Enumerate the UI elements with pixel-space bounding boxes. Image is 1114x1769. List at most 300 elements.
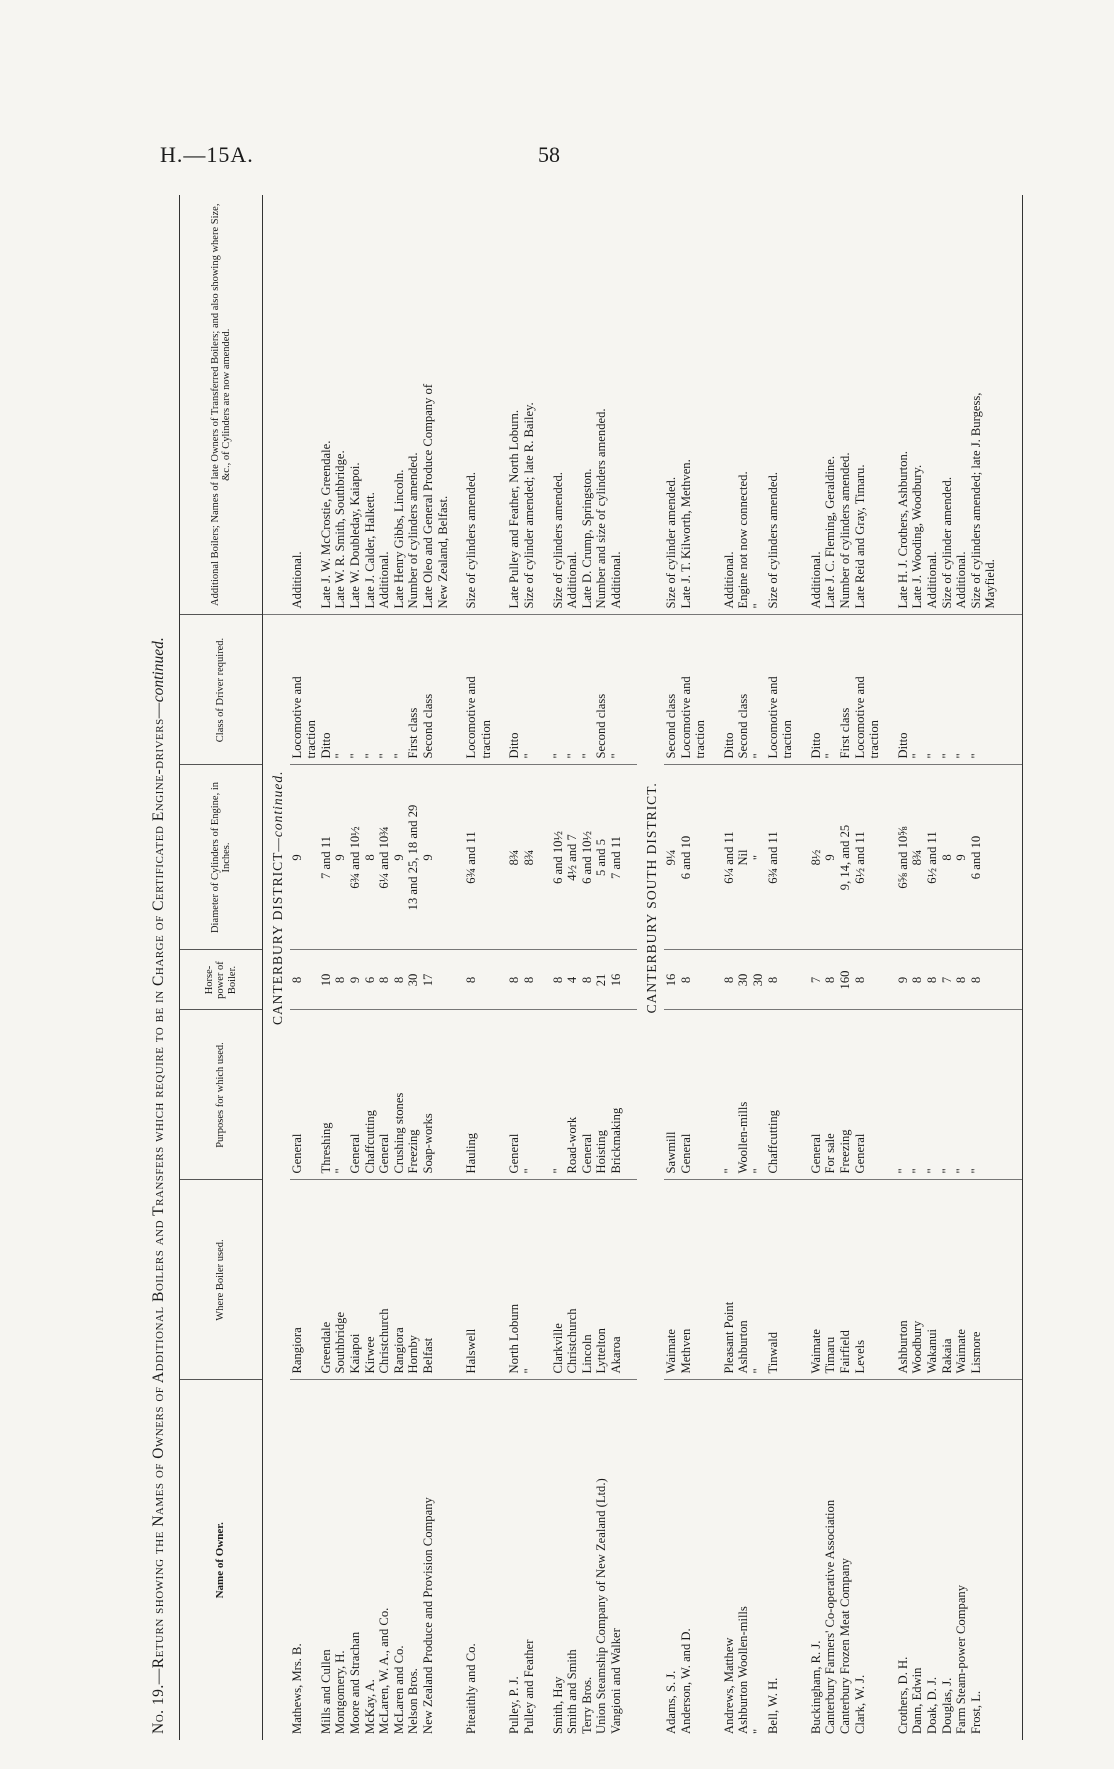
header-where: Where Boiler used. xyxy=(180,1180,263,1380)
cell-purpose: Chaffcutting xyxy=(766,1010,781,1180)
cell-hp: 8 xyxy=(853,950,868,1010)
cell-hp: 16 xyxy=(609,950,624,1010)
cell-hp: 8 xyxy=(910,950,925,1010)
table-row xyxy=(565,195,580,1740)
cell-purpose: " xyxy=(551,1010,566,1180)
group-gap xyxy=(537,195,551,1740)
cell-purpose: " xyxy=(925,1010,940,1180)
cell-purpose xyxy=(983,1010,998,1180)
cell-owner: Anderson, W. and D. xyxy=(678,1628,693,1734)
cell-purpose: " xyxy=(969,1010,984,1180)
cell-purpose xyxy=(304,1010,319,1180)
cell-purpose: For sale xyxy=(823,1010,838,1180)
cell-class: " xyxy=(940,615,955,765)
cell-class: " xyxy=(751,615,766,765)
cell-owner xyxy=(867,1380,882,1740)
cell-purpose: General xyxy=(348,1010,363,1180)
district-spacer xyxy=(637,1180,664,1740)
cell-hp xyxy=(304,950,319,1010)
gap-cell xyxy=(623,1010,637,1180)
cell-where: Rangiora xyxy=(290,1180,305,1380)
cell-diameter: 8½ xyxy=(809,765,824,950)
gap-cell xyxy=(998,1010,1012,1180)
cell-remarks: Mayfield. xyxy=(983,195,998,615)
cell-diameter: 9, 14, and 25 xyxy=(838,765,853,950)
cell-purpose: Brickmaking xyxy=(609,1010,624,1180)
cell-where: Greendale xyxy=(319,1180,334,1380)
cell-class: traction xyxy=(693,615,708,765)
table-row xyxy=(969,195,984,1740)
cell-hp xyxy=(983,950,998,1010)
cell-class xyxy=(436,615,451,765)
cell-owner: Mills and Cullen xyxy=(318,1649,333,1734)
cell-remarks: Late D. Crump, Springston. xyxy=(580,195,595,615)
cell-owner xyxy=(304,1380,319,1740)
table-row xyxy=(896,195,911,1740)
cell-remarks: Number and size of cylinders amended. xyxy=(594,195,609,615)
table-row xyxy=(736,195,751,1740)
cell-purpose: Chaffcutting xyxy=(363,1010,378,1180)
cell-where: Waimate xyxy=(664,1180,679,1380)
cell-diameter xyxy=(479,765,494,950)
cell-diameter: 6 and 10½ xyxy=(580,765,595,950)
table-row xyxy=(983,195,998,1740)
cell-diameter: 4½ and 7 xyxy=(565,765,580,950)
page-header xyxy=(0,0,1114,200)
cell-hp: 16 xyxy=(664,950,679,1010)
gap-cell xyxy=(998,195,1012,615)
district-name-suffix: continued. xyxy=(270,770,285,838)
gap-cell xyxy=(998,765,1012,950)
gap-cell xyxy=(882,195,896,615)
cell-remarks: Additional. xyxy=(377,195,392,615)
cell-class: " xyxy=(333,615,348,765)
cell-owner: Buckingham, R. J. xyxy=(808,1640,823,1734)
gap-cell xyxy=(882,1010,896,1180)
table-row xyxy=(780,195,795,1740)
gap-cell xyxy=(493,765,507,950)
cell-purpose: General xyxy=(507,1010,522,1180)
cell-remarks: Size of cylinders amended; late J. Burgess, xyxy=(969,195,984,615)
gap-cell xyxy=(882,1180,896,1380)
cell-purpose: Soap-works xyxy=(421,1010,436,1180)
cell-purpose xyxy=(436,1010,451,1180)
gap-cell xyxy=(708,1380,722,1740)
cell-where: Kirwee xyxy=(363,1180,378,1380)
cell-remarks xyxy=(780,195,795,615)
cell-where: Rakaia xyxy=(940,1180,955,1380)
cell-remarks xyxy=(304,195,319,615)
table-row xyxy=(809,195,824,1740)
cell-owner: McLaren, W. A., and Co. xyxy=(377,1607,392,1734)
district-heading xyxy=(263,615,290,1180)
cell-diameter: 6 and 10½ xyxy=(551,765,566,950)
cell-purpose: " xyxy=(751,1010,766,1180)
bottom-cell xyxy=(1012,765,1023,950)
cell-purpose: " xyxy=(522,1010,537,1180)
cell-purpose: Threshing xyxy=(319,1010,334,1180)
cell-hp: 30 xyxy=(406,950,421,1010)
gap-cell xyxy=(882,615,896,765)
cell-where: " xyxy=(522,1180,537,1380)
cell-class: Locomotive and xyxy=(679,615,694,765)
cell-owner: Pulley and Feather xyxy=(521,1639,536,1734)
table-row xyxy=(580,195,595,1740)
table-row xyxy=(551,195,566,1740)
cell-class: Ditto xyxy=(896,615,911,765)
cell-hp xyxy=(867,950,882,1010)
table-row xyxy=(304,195,319,1740)
cell-purpose: Hoisting xyxy=(594,1010,609,1180)
cell-remarks: Late W. R. Smith, Southbridge. xyxy=(333,195,348,615)
gap-cell xyxy=(795,1380,809,1740)
cell-hp: 8 xyxy=(823,950,838,1010)
gap-cell xyxy=(537,615,551,765)
cell-remarks: Number of cylinders amended. xyxy=(838,195,853,615)
cell-owner: Terry Bros. xyxy=(579,1676,594,1734)
cell-where xyxy=(436,1180,451,1380)
cell-class: First class xyxy=(838,615,853,765)
group-gap xyxy=(708,195,722,1740)
cell-class xyxy=(983,615,998,765)
table-title-text: No. 19.—Return showing the Names of Owners of Additional Boilers and Transfers which require to be in Charge of Certificated Engine-drivers— xyxy=(150,702,167,1734)
header-horse-power: Horse-power of Boiler. xyxy=(180,950,263,1010)
cell-owner: McKay, A. xyxy=(362,1679,377,1734)
table-row xyxy=(290,195,305,1740)
gap-cell xyxy=(998,950,1012,1010)
cell-owner: Clark, W. J. xyxy=(852,1674,867,1734)
cell-owner: Frost, L. xyxy=(968,1690,983,1734)
page-number: 58 xyxy=(538,142,560,167)
cell-hp: 8 xyxy=(969,950,984,1010)
cell-hp: 8 xyxy=(580,950,595,1010)
cell-owner: Canterbury Frozen Meat Company xyxy=(838,1558,852,1734)
cell-diameter: 8¾ xyxy=(507,765,522,950)
cell-class: Ditto xyxy=(319,615,334,765)
table-row xyxy=(722,195,737,1740)
cell-diameter: 8 xyxy=(363,765,378,950)
cell-where xyxy=(693,1180,708,1380)
cell-hp xyxy=(479,950,494,1010)
cell-class: " xyxy=(565,615,580,765)
cell-diameter: 9 xyxy=(333,765,348,950)
cell-hp: 8 xyxy=(333,950,348,1010)
cell-where xyxy=(867,1180,882,1380)
gap-cell xyxy=(493,1380,507,1740)
district-name: CANTERBURY SOUTH DISTRICT. xyxy=(644,782,660,1014)
cell-class: " xyxy=(551,615,566,765)
table-row xyxy=(838,195,853,1740)
cell-purpose: Freezing xyxy=(406,1010,421,1180)
header-remarks: Additional Boilers; Names of late Owners of Transferred Boilers; and also showing where Size, &c., of Cylinders are now amended. xyxy=(180,195,263,615)
cell-class: traction xyxy=(780,615,795,765)
cell-diameter: 9 xyxy=(290,765,305,950)
table-row xyxy=(925,195,940,1740)
cell-hp: 7 xyxy=(809,950,824,1010)
cell-diameter: 5 and 5 xyxy=(594,765,609,950)
rotated-table-area xyxy=(145,195,998,1740)
cell-hp: 8 xyxy=(722,950,737,1010)
cell-hp: 8 xyxy=(290,950,305,1010)
cell-owner: Moore and Strachan xyxy=(347,1631,362,1734)
table-row xyxy=(479,195,494,1740)
group-gap xyxy=(623,195,637,1740)
table-row xyxy=(522,195,537,1740)
cell-hp: 8 xyxy=(392,950,407,1010)
cell-where: Belfast xyxy=(421,1180,436,1380)
cell-where: Ashburton xyxy=(896,1180,911,1380)
cell-class: Second class xyxy=(736,615,751,765)
cell-owner: Vangioni and Walker xyxy=(608,1628,623,1734)
cell-hp: 30 xyxy=(736,950,751,1010)
bottom-cell xyxy=(1012,195,1023,615)
cell-owner xyxy=(436,1380,451,1740)
gap-cell xyxy=(450,1180,464,1380)
cell-remarks xyxy=(867,195,882,615)
table-row xyxy=(333,195,348,1740)
document-reference: H.—15A. xyxy=(160,142,254,167)
bottom-cell xyxy=(1012,950,1023,1010)
cell-hp: 8 xyxy=(507,950,522,1010)
gap-cell xyxy=(795,1180,809,1380)
cell-purpose: " xyxy=(940,1010,955,1180)
cell-purpose: General xyxy=(290,1010,305,1180)
cell-where: Waimate xyxy=(954,1180,969,1380)
gap-cell xyxy=(493,1180,507,1380)
cell-class: " xyxy=(392,615,407,765)
cell-remarks: Additional. xyxy=(290,195,305,615)
cell-class: traction xyxy=(479,615,494,765)
cell-remarks: Late H. J. Crothers, Ashburton. xyxy=(896,195,911,615)
table-row xyxy=(679,195,694,1740)
cell-hp: 9 xyxy=(896,950,911,1010)
bottom-cell xyxy=(1012,1180,1023,1380)
table-row xyxy=(823,195,838,1740)
cell-owner: " xyxy=(751,1728,766,1734)
gap-cell xyxy=(450,765,464,950)
owners-table xyxy=(179,195,1023,1740)
gap-cell xyxy=(795,615,809,765)
cell-remarks: Engine not now connected. xyxy=(736,195,751,615)
cell-where: " xyxy=(751,1180,766,1380)
cell-hp: 8 xyxy=(925,950,940,1010)
cell-remarks: Additional. xyxy=(809,195,824,615)
cell-diameter: 8¾ xyxy=(522,765,537,950)
table-row xyxy=(421,195,436,1740)
gap-cell xyxy=(537,765,551,950)
table-row xyxy=(693,195,708,1740)
cell-where: Levels xyxy=(853,1180,868,1380)
cell-diameter xyxy=(436,765,451,950)
gap-cell xyxy=(708,1180,722,1380)
cell-owner: Crothers, D. H. xyxy=(895,1656,910,1734)
cell-diameter xyxy=(867,765,882,950)
cell-hp: 8 xyxy=(679,950,694,1010)
cell-where: Tinwald xyxy=(766,1180,781,1380)
cell-where: North Loburn xyxy=(507,1180,522,1380)
cell-where: Southbridge xyxy=(333,1180,348,1380)
cell-purpose: General xyxy=(377,1010,392,1180)
cell-class: " xyxy=(348,615,363,765)
cell-hp: 10 xyxy=(319,950,334,1010)
gap-cell xyxy=(537,195,551,615)
district-heading xyxy=(637,615,664,1180)
cell-remarks: Number of cylinders amended. xyxy=(406,195,421,615)
cell-owner: Doak, D. J. xyxy=(924,1676,939,1734)
cell-diameter: 6¾ and 11 xyxy=(464,765,479,950)
cell-where: Rangiora xyxy=(392,1180,407,1380)
cell-diameter: 9 xyxy=(392,765,407,950)
cell-class: " xyxy=(910,615,925,765)
group-gap xyxy=(493,195,507,1740)
cell-class: " xyxy=(377,615,392,765)
group-gap xyxy=(450,195,464,1740)
gap-cell xyxy=(882,950,896,1010)
cell-diameter xyxy=(780,765,795,950)
gap-cell xyxy=(623,1180,637,1380)
bottom-cell xyxy=(1012,615,1023,765)
cell-class: First class xyxy=(406,615,421,765)
cell-owner xyxy=(780,1380,795,1740)
cell-where: Fairfield xyxy=(838,1180,853,1380)
group-gap xyxy=(795,195,809,1740)
gap-cell xyxy=(882,765,896,950)
cell-where: Lismore xyxy=(969,1180,984,1380)
cell-class: Locomotive and xyxy=(290,615,305,765)
cell-hp: 7 xyxy=(940,950,955,1010)
cell-owner: Smith and Smith xyxy=(565,1649,580,1734)
cell-diameter: 9 xyxy=(823,765,838,950)
cell-class: " xyxy=(954,615,969,765)
table-row xyxy=(766,195,781,1740)
cell-owner: Canterbury Farmers' Co-operative Association xyxy=(823,1499,838,1734)
cell-hp xyxy=(436,950,451,1010)
table-row xyxy=(910,195,925,1740)
cell-class: Ditto xyxy=(722,615,737,765)
cell-remarks: Size of cylinders amended. xyxy=(464,195,479,615)
gap-cell xyxy=(537,1010,551,1180)
cell-hp: 17 xyxy=(421,950,436,1010)
cell-where xyxy=(479,1180,494,1380)
table-bottom-rule xyxy=(1012,195,1023,1740)
cell-class: Ditto xyxy=(809,615,824,765)
cell-purpose: General xyxy=(580,1010,595,1180)
gap-cell xyxy=(795,1010,809,1180)
cell-purpose: General xyxy=(679,1010,694,1180)
gap-cell xyxy=(623,615,637,765)
cell-class: traction xyxy=(867,615,882,765)
table-row xyxy=(594,195,609,1740)
cell-owner: Mathews, Mrs. B. xyxy=(289,1643,304,1734)
cell-hp: 6 xyxy=(363,950,378,1010)
cell-purpose: Freezing xyxy=(838,1010,853,1180)
cell-remarks: Late W. Doubleday, Kaiapoi. xyxy=(348,195,363,615)
cell-where: Lincoln xyxy=(580,1180,595,1380)
gap-cell xyxy=(998,615,1012,765)
cell-where: Hornby xyxy=(406,1180,421,1380)
cell-diameter: 6¼ and 11 xyxy=(722,765,737,950)
cell-purpose: " xyxy=(333,1010,348,1180)
cell-remarks: Late J. Calder, Halkett. xyxy=(363,195,378,615)
cell-owner: McLaren and Co. xyxy=(391,1645,406,1734)
cell-diameter xyxy=(304,765,319,950)
cell-diameter: 9 xyxy=(421,765,436,950)
cell-diameter: " xyxy=(751,765,766,950)
cell-where: Waimate xyxy=(809,1180,824,1380)
cell-class: Locomotive and xyxy=(766,615,781,765)
bottom-cell xyxy=(1012,1010,1023,1180)
district-row xyxy=(263,195,290,1740)
cell-purpose: " xyxy=(896,1010,911,1180)
cell-class: Second class xyxy=(421,615,436,765)
gap-cell xyxy=(708,1010,722,1180)
gap-cell xyxy=(623,195,637,615)
cell-where: Lyttelton xyxy=(594,1180,609,1380)
table-row xyxy=(377,195,392,1740)
cell-where: Woodbury xyxy=(910,1180,925,1380)
cell-diameter: 9 xyxy=(954,765,969,950)
cell-diameter: 13 and 25, 18 and 29 xyxy=(406,765,421,950)
group-gap xyxy=(998,195,1012,1740)
cell-owner: Montgomery, H. xyxy=(333,1650,348,1734)
gap-cell xyxy=(998,1380,1012,1740)
cell-hp: 160 xyxy=(838,950,853,1010)
cell-class: Second class xyxy=(594,615,609,765)
cell-hp: 8 xyxy=(522,950,537,1010)
cell-class: " xyxy=(580,615,595,765)
cell-where: Akaroa xyxy=(609,1180,624,1380)
cell-owner: Farm Steam-power Company xyxy=(954,1585,969,1734)
table-row xyxy=(392,195,407,1740)
cell-remarks: Size of cylinders amended. xyxy=(766,195,781,615)
cell-owner: Dann, Edwin xyxy=(910,1667,925,1734)
cell-owner: Adams, S. J. xyxy=(664,1670,679,1734)
gap-cell xyxy=(450,1380,464,1740)
cell-diameter xyxy=(983,765,998,950)
cell-diameter: 6 and 10 xyxy=(679,765,694,950)
cell-where: Timaru xyxy=(823,1180,838,1380)
gap-cell xyxy=(537,950,551,1010)
cell-purpose xyxy=(479,1010,494,1180)
table-row xyxy=(940,195,955,1740)
table-row xyxy=(319,195,334,1740)
cell-diameter: 6¼ and 10¾ xyxy=(377,765,392,950)
cell-diameter: 6⅝ and 10⅝ xyxy=(896,765,911,950)
cell-hp xyxy=(693,950,708,1010)
cell-remarks: Additional. xyxy=(722,195,737,615)
cell-diameter: 6½ and 11 xyxy=(853,765,868,950)
gap-cell xyxy=(998,1180,1012,1380)
cell-diameter: 8¾ xyxy=(910,765,925,950)
cell-class: " xyxy=(823,615,838,765)
cell-owner: Smith, Hay xyxy=(550,1676,565,1734)
cell-purpose: Sawmill xyxy=(664,1010,679,1180)
district-row xyxy=(637,195,664,1740)
cell-diameter xyxy=(693,765,708,950)
cell-hp: 8 xyxy=(766,950,781,1010)
cell-where: Clarkville xyxy=(551,1180,566,1380)
cell-remarks: Size of cylinder amended; late R. Bailey. xyxy=(522,195,537,615)
cell-remarks: Size of cylinder amended. xyxy=(664,195,679,615)
gap-cell xyxy=(708,195,722,615)
gap-cell xyxy=(623,950,637,1010)
cell-where xyxy=(780,1180,795,1380)
cell-class: " xyxy=(363,615,378,765)
table-body xyxy=(263,195,1023,1740)
cell-diameter: 7 and 11 xyxy=(609,765,624,950)
cell-remarks: Size of cylinder amended. xyxy=(940,195,955,615)
cell-purpose: " xyxy=(722,1010,737,1180)
